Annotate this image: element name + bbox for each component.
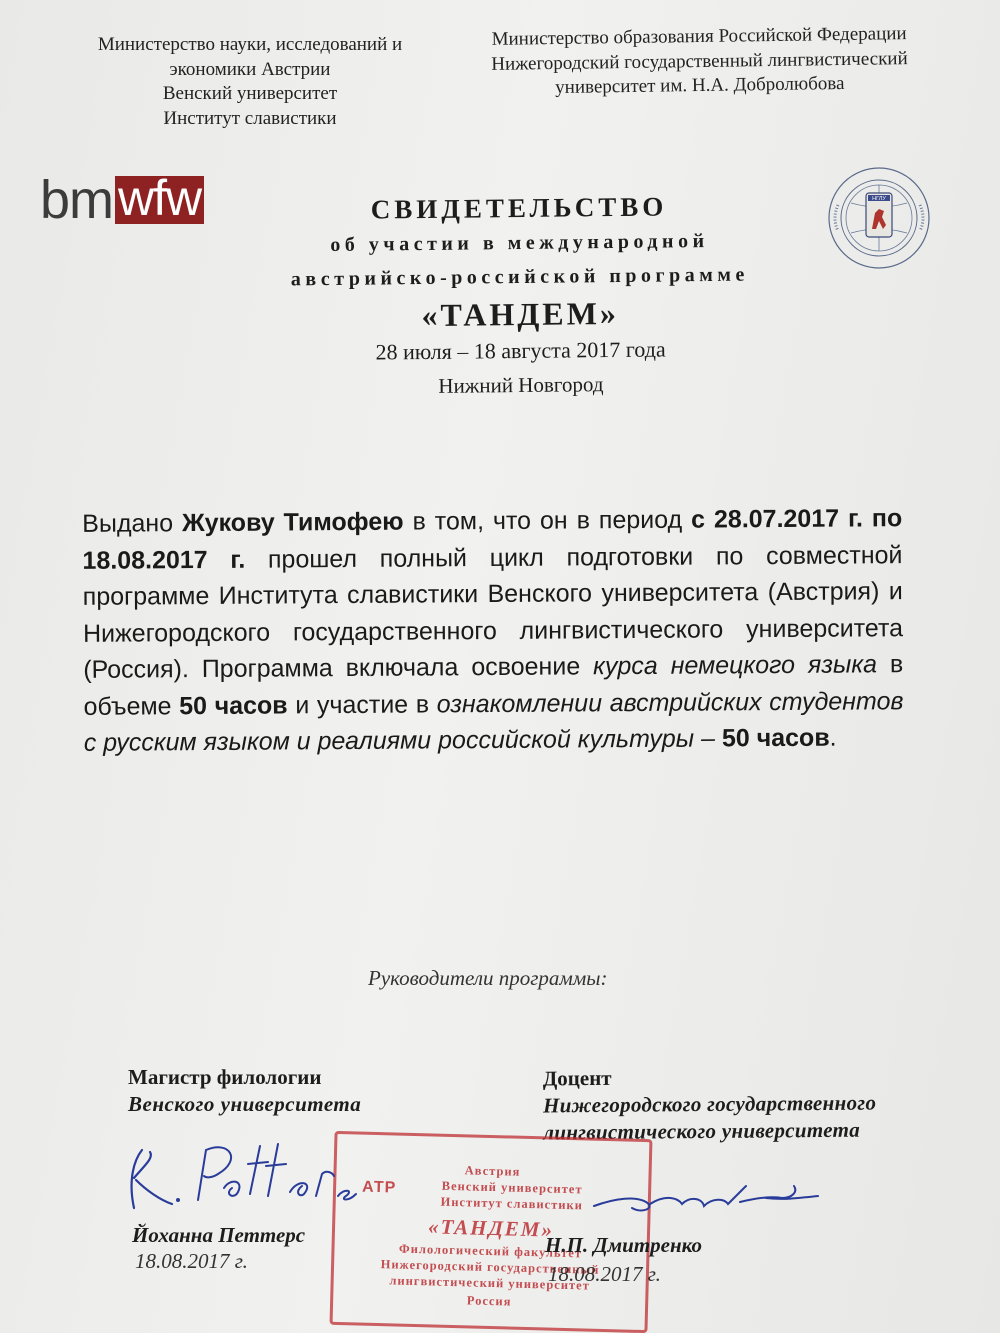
header-left-line: Министерство науки, исследований и <box>97 34 403 55</box>
body-text-3: в объеме <box>83 650 904 721</box>
course-hours: 50 часов <box>179 690 288 720</box>
recipient-name: Жукову Тимофею <box>181 507 404 538</box>
stamp-line: Филологический факультет <box>398 1241 583 1261</box>
signatory-right-name: Н.П. Дмитренко <box>545 1233 702 1257</box>
header-right-line: университет им. Н.А. Добролюбова <box>555 72 845 99</box>
body-text-4: и участие в <box>295 689 430 719</box>
header-left-line: Венский университет <box>162 83 338 104</box>
header-left-line: Институт славистики <box>163 107 337 129</box>
title-line-participation: об участии в международной <box>330 230 709 256</box>
stamp-program-name: «ТАНДЕМ» <box>427 1214 555 1242</box>
emblem-label: НГЛУ <box>872 196 886 202</box>
signatory-left-role <box>128 1064 361 1118</box>
header-right-line: Министерство образования Российской Федерации <box>491 23 907 50</box>
title-line-program-type: австрийско-российской программе <box>290 263 749 291</box>
header-right-line: Нижегородский государственный лингвистический <box>491 47 908 75</box>
body-text-2: прошел полный цикл подготовки по совместной программе Института славистики Венского университета (Австрия) и Нижегородского государственного лингвистического университета (Россия). Программа включала освоение <box>82 540 904 684</box>
stamp-abbr: АТР <box>361 1178 397 1197</box>
study-period: с 28.07.2017 г. по 18.08.2017 г. <box>82 504 903 575</box>
program-dates: 28 июля – 18 августа 2017 года <box>375 336 666 365</box>
activity-hours: 50 часов <box>721 723 830 753</box>
stamp-line: Австрия <box>464 1163 521 1179</box>
signatory-left-role-line: Магистр филологии <box>128 1065 322 1089</box>
signatory-left-name: Йоханна Петтерс <box>132 1223 306 1247</box>
stamp-line: лингвистический университет <box>389 1273 591 1293</box>
course-name: курса немецкого языка <box>593 650 878 681</box>
signatory-left-date: 18.08.2017 г. <box>135 1249 248 1273</box>
stamp-line: Нижегородский государственный <box>380 1257 600 1277</box>
stamp-line: Венский университет <box>441 1178 583 1197</box>
header-right <box>452 22 948 102</box>
activity-description: ознакомлении австрийских студентов с русским языком и реалиями российской культуры – <box>83 686 904 757</box>
certificate-title <box>179 186 861 405</box>
leaders-label: Руководители программы: <box>368 966 608 990</box>
stamp-line: Россия <box>466 1293 512 1309</box>
signatory-right-role-line: Нижегородского государственного <box>542 1090 877 1118</box>
signatory-right-role-line: Доцент <box>542 1065 612 1091</box>
body-text-1: в том, что он в период <box>412 505 683 536</box>
body-end: . <box>829 723 837 752</box>
header-left <box>70 33 430 131</box>
program-city: Нижний Новгород <box>438 372 604 398</box>
signatory-right-date: 18.08.2017 г. <box>548 1262 661 1286</box>
signatory-right-role-line: лингвистического университета <box>543 1117 861 1145</box>
signature-right-icon <box>586 1168 826 1228</box>
body-issued: Выдано <box>82 509 174 538</box>
program-name: «ТАНДЕМ» <box>421 294 620 334</box>
signature-left-icon <box>120 1130 360 1230</box>
header-left-line: экономики Австрии <box>169 58 331 80</box>
stamp-line: Институт славистики <box>440 1194 584 1213</box>
signatory-right-role <box>543 1063 877 1147</box>
title-main: СВИДЕТЕЛЬСТВО <box>370 191 668 225</box>
signatory-left-role-line: Венского университета <box>128 1092 362 1116</box>
logo-part-wfw: wfw <box>115 176 204 224</box>
logo-part-bm: bm <box>40 170 114 230</box>
official-stamp <box>330 1131 653 1333</box>
certificate-body <box>82 500 904 761</box>
